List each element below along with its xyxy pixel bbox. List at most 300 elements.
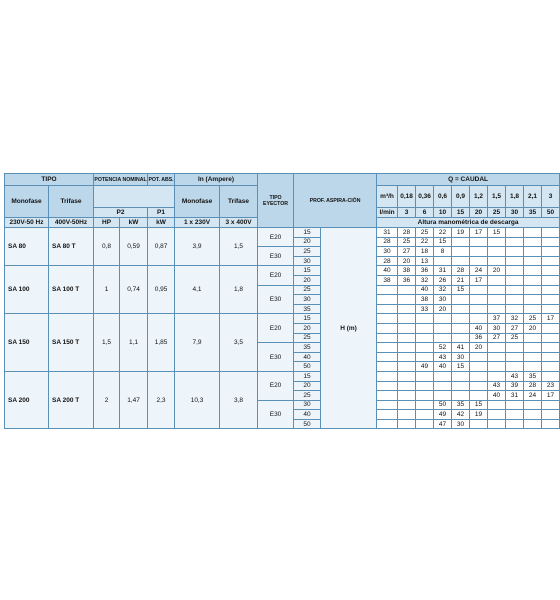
head-value xyxy=(524,237,542,247)
head-value: 30 xyxy=(434,295,452,305)
head-value xyxy=(398,362,416,372)
prof-aspiracion: 50 xyxy=(294,419,321,429)
kw-p1-header: kW xyxy=(148,218,175,228)
head-value xyxy=(377,391,398,401)
head-value: 19 xyxy=(452,228,470,238)
flow-lmin-cell: 10 xyxy=(434,208,452,218)
in-ampere-header: In (Ampere) xyxy=(175,174,258,186)
head-value: 15 xyxy=(470,400,488,410)
prof-aspiracion-header: PROF. ASPIRA-CIÓN xyxy=(294,174,377,228)
ejector-type: E20 xyxy=(258,266,294,285)
head-value: 38 xyxy=(398,266,416,276)
head-value xyxy=(506,400,524,410)
head-value xyxy=(506,419,524,429)
ejector-type: E20 xyxy=(258,228,294,247)
head-value xyxy=(377,304,398,314)
head-value xyxy=(377,343,398,353)
head-value xyxy=(452,295,470,305)
volt-mono-header: 230V-50 Hz xyxy=(5,218,49,228)
head-value: 30 xyxy=(452,419,470,429)
head-value xyxy=(452,323,470,333)
head-value xyxy=(377,352,398,362)
head-value xyxy=(377,323,398,333)
head-value: 15 xyxy=(434,237,452,247)
model-kw: 0,59 xyxy=(120,228,148,266)
head-value xyxy=(542,352,560,362)
head-value xyxy=(506,295,524,305)
head-value xyxy=(488,295,506,305)
altura-header: Altura manométrica de descarga xyxy=(377,218,560,228)
model-p1: 1,85 xyxy=(148,314,175,372)
model-p1: 2,3 xyxy=(148,371,175,429)
head-value xyxy=(416,333,434,343)
head-value xyxy=(470,304,488,314)
head-value: 43 xyxy=(488,381,506,391)
head-value xyxy=(377,400,398,410)
flow-m3h-cell: 0,9 xyxy=(452,186,470,208)
head-value xyxy=(416,410,434,420)
head-value xyxy=(524,333,542,343)
head-value xyxy=(434,371,452,381)
prof-aspiracion: 35 xyxy=(294,304,321,314)
head-value: 27 xyxy=(506,323,524,333)
head-value xyxy=(398,391,416,401)
head-value: 43 xyxy=(434,352,452,362)
model-amp-tri: 1,8 xyxy=(220,266,258,314)
head-value xyxy=(488,247,506,257)
head-value: 20 xyxy=(398,256,416,266)
head-value: 31 xyxy=(377,228,398,238)
prof-aspiracion: 50 xyxy=(294,362,321,372)
flow-m3h-cell: 1,5 xyxy=(488,186,506,208)
head-value: 28 xyxy=(377,256,398,266)
prof-aspiracion: 25 xyxy=(294,285,321,295)
head-value xyxy=(542,247,560,257)
head-value xyxy=(524,228,542,238)
head-value: 32 xyxy=(416,275,434,285)
head-value xyxy=(488,256,506,266)
head-value xyxy=(506,247,524,257)
head-value xyxy=(524,343,542,353)
head-value: 32 xyxy=(434,285,452,295)
model-amp-mono: 7,9 xyxy=(175,314,220,372)
head-value: 35 xyxy=(452,400,470,410)
prof-aspiracion: 25 xyxy=(294,391,321,401)
head-value: 41 xyxy=(452,343,470,353)
model-trifase: SA 200 T xyxy=(49,371,94,429)
head-value: 30 xyxy=(452,352,470,362)
head-value xyxy=(398,400,416,410)
head-value: 40 xyxy=(434,362,452,372)
head-value xyxy=(542,266,560,276)
head-value xyxy=(470,295,488,305)
head-value xyxy=(506,352,524,362)
head-value xyxy=(434,391,452,401)
head-value: 49 xyxy=(434,410,452,420)
tipo-eyector-header: TIPO EYECTOR xyxy=(258,174,294,228)
flow-m3h-cell: 1,2 xyxy=(470,186,488,208)
head-value xyxy=(506,362,524,372)
head-value xyxy=(542,275,560,285)
head-value: 40 xyxy=(470,323,488,333)
head-value xyxy=(416,391,434,401)
head-value: 25 xyxy=(506,333,524,343)
head-value: 28 xyxy=(452,266,470,276)
head-value: 22 xyxy=(434,228,452,238)
head-value xyxy=(542,237,560,247)
prof-aspiracion: 30 xyxy=(294,295,321,305)
model-hp: 1 xyxy=(94,266,120,314)
head-value xyxy=(470,256,488,266)
head-value xyxy=(506,228,524,238)
head-value xyxy=(377,295,398,305)
head-value xyxy=(398,304,416,314)
head-value: 39 xyxy=(506,381,524,391)
head-value: 30 xyxy=(377,247,398,257)
table-row xyxy=(5,266,560,276)
head-value xyxy=(542,362,560,372)
head-value: 17 xyxy=(470,275,488,285)
head-value xyxy=(506,275,524,285)
prof-aspiracion: 35 xyxy=(294,343,321,353)
head-value xyxy=(488,237,506,247)
head-value: 30 xyxy=(488,323,506,333)
head-value xyxy=(398,323,416,333)
flow-m3h-cell: 0,36 xyxy=(416,186,434,208)
head-value xyxy=(524,400,542,410)
ejector-type: E30 xyxy=(258,343,294,372)
head-value: 38 xyxy=(416,295,434,305)
head-value: 40 xyxy=(416,285,434,295)
head-value: 52 xyxy=(434,343,452,353)
prof-aspiracion: 20 xyxy=(294,381,321,391)
head-value xyxy=(377,362,398,372)
head-value: 20 xyxy=(524,323,542,333)
prof-aspiracion: 20 xyxy=(294,237,321,247)
head-value xyxy=(398,352,416,362)
head-value xyxy=(470,314,488,324)
head-value: 28 xyxy=(524,381,542,391)
p1-header: P1 xyxy=(148,208,175,218)
model-hp: 0,8 xyxy=(94,228,120,266)
head-value: 17 xyxy=(470,228,488,238)
flow-lmin-cell: 25 xyxy=(488,208,506,218)
head-value: 17 xyxy=(542,391,560,401)
head-value xyxy=(488,400,506,410)
head-value xyxy=(452,247,470,257)
head-value xyxy=(524,352,542,362)
p2-header: P2 xyxy=(94,208,148,218)
head-value: 38 xyxy=(377,275,398,285)
head-value xyxy=(377,381,398,391)
head-value xyxy=(488,285,506,295)
unit-lmin: l/min xyxy=(377,208,398,218)
head-value xyxy=(434,381,452,391)
head-value xyxy=(452,381,470,391)
head-value: 35 xyxy=(524,371,542,381)
head-value xyxy=(542,323,560,333)
prof-aspiracion: 20 xyxy=(294,275,321,285)
head-value: 31 xyxy=(506,391,524,401)
model-amp-mono: 4,1 xyxy=(175,266,220,314)
head-value xyxy=(542,400,560,410)
head-value xyxy=(506,304,524,314)
head-value: 17 xyxy=(542,314,560,324)
head-value xyxy=(488,352,506,362)
head-value xyxy=(542,304,560,314)
head-value: 13 xyxy=(416,256,434,266)
head-value: 19 xyxy=(470,410,488,420)
head-value xyxy=(434,256,452,266)
kw-header: kW xyxy=(120,218,148,228)
head-value: 26 xyxy=(434,275,452,285)
head-value xyxy=(377,419,398,429)
model-amp-tri: 3,8 xyxy=(220,371,258,429)
head-value: 8 xyxy=(434,247,452,257)
model-kw: 0,74 xyxy=(120,266,148,314)
head-value xyxy=(488,304,506,314)
head-value xyxy=(542,371,560,381)
hp-header: HP xyxy=(94,218,120,228)
model-kw: 1,47 xyxy=(120,371,148,429)
head-value xyxy=(542,256,560,266)
model-p1: 0,87 xyxy=(148,228,175,266)
head-value xyxy=(488,275,506,285)
head-value: 32 xyxy=(506,314,524,324)
head-value: 27 xyxy=(488,333,506,343)
head-value xyxy=(542,228,560,238)
table-body xyxy=(5,228,560,429)
head-value xyxy=(506,410,524,420)
prof-aspiracion: 30 xyxy=(294,256,321,266)
head-value xyxy=(377,285,398,295)
model-amp-tri: 3,5 xyxy=(220,314,258,372)
ejector-type: E30 xyxy=(258,400,294,429)
head-value: 25 xyxy=(416,228,434,238)
caudal-header: Q = CAUDAL xyxy=(377,174,560,186)
monofase-header: Monofase xyxy=(5,186,49,218)
head-value xyxy=(542,295,560,305)
unit-m3h: m³/h xyxy=(377,186,398,208)
head-value xyxy=(470,362,488,372)
volt-tri-header: 400V-50Hz xyxy=(49,218,94,228)
head-value xyxy=(377,333,398,343)
head-value: 43 xyxy=(506,371,524,381)
head-value xyxy=(398,371,416,381)
in-trifase-header: Trifase xyxy=(220,186,258,218)
potencia-nominal-header: POTENCIA NOMINAL xyxy=(94,174,148,186)
head-value xyxy=(470,285,488,295)
head-value xyxy=(398,285,416,295)
prof-aspiracion: 25 xyxy=(294,333,321,343)
head-value xyxy=(398,295,416,305)
model-monofase: SA 200 xyxy=(5,371,49,429)
head-value xyxy=(470,371,488,381)
head-value xyxy=(416,314,434,324)
head-value xyxy=(470,237,488,247)
prof-aspiracion: 15 xyxy=(294,266,321,276)
head-value xyxy=(398,333,416,343)
table-row xyxy=(5,314,560,324)
head-value xyxy=(452,391,470,401)
head-value: 33 xyxy=(416,304,434,314)
flow-lmin-cell: 15 xyxy=(452,208,470,218)
flow-lmin-cell: 35 xyxy=(524,208,542,218)
head-value xyxy=(524,419,542,429)
head-value xyxy=(488,419,506,429)
head-value xyxy=(377,314,398,324)
model-amp-mono: 10,3 xyxy=(175,371,220,429)
head-value xyxy=(506,237,524,247)
head-value xyxy=(416,323,434,333)
model-hp: 2 xyxy=(94,371,120,429)
head-value xyxy=(506,256,524,266)
model-trifase: SA 150 T xyxy=(49,314,94,372)
head-value xyxy=(434,323,452,333)
ejector-type: E30 xyxy=(258,285,294,314)
head-value xyxy=(452,237,470,247)
trifase-header: Trifase xyxy=(49,186,94,218)
prof-aspiracion: 30 xyxy=(294,400,321,410)
flow-m3h-cell: 2,1 xyxy=(524,186,542,208)
head-value: 21 xyxy=(452,275,470,285)
model-kw: 1,1 xyxy=(120,314,148,372)
head-value xyxy=(542,343,560,353)
head-value xyxy=(524,266,542,276)
model-p1: 0,95 xyxy=(148,266,175,314)
head-value xyxy=(524,295,542,305)
head-value: 31 xyxy=(434,266,452,276)
head-value: 15 xyxy=(452,362,470,372)
prof-aspiracion: 25 xyxy=(294,247,321,257)
head-value xyxy=(524,362,542,372)
head-value xyxy=(416,381,434,391)
model-trifase: SA 80 T xyxy=(49,228,94,266)
model-monofase: SA 150 xyxy=(5,314,49,372)
prof-aspiracion: 40 xyxy=(294,410,321,420)
head-value: 25 xyxy=(398,237,416,247)
head-value xyxy=(470,381,488,391)
head-value xyxy=(524,285,542,295)
head-value xyxy=(452,256,470,266)
flow-lmin-cell: 50 xyxy=(542,208,560,218)
head-value: 36 xyxy=(398,275,416,285)
head-value xyxy=(524,275,542,285)
head-value xyxy=(434,314,452,324)
pot-abs-header: POT. ABS. xyxy=(148,174,175,186)
head-value xyxy=(488,362,506,372)
flow-lmin-cell: 20 xyxy=(470,208,488,218)
flow-m3h-cell: 1,8 xyxy=(506,186,524,208)
flow-m3h-cell: 3 xyxy=(542,186,560,208)
amp-tri-header: 3 x 400V xyxy=(220,218,258,228)
head-value xyxy=(398,410,416,420)
prof-aspiracion: 15 xyxy=(294,371,321,381)
head-value xyxy=(506,285,524,295)
flow-lmin-cell: 30 xyxy=(506,208,524,218)
head-value: 20 xyxy=(434,304,452,314)
head-value xyxy=(506,343,524,353)
head-value xyxy=(398,381,416,391)
head-value xyxy=(506,266,524,276)
ejector-type: E20 xyxy=(258,314,294,343)
head-value xyxy=(377,410,398,420)
head-value: 28 xyxy=(377,237,398,247)
amp-mono-header: 1 x 230V xyxy=(175,218,220,228)
head-value: 20 xyxy=(470,343,488,353)
head-value xyxy=(452,304,470,314)
prof-aspiracion: 40 xyxy=(294,352,321,362)
head-value xyxy=(377,371,398,381)
head-value xyxy=(416,371,434,381)
head-value: 15 xyxy=(452,285,470,295)
prof-aspiracion: 15 xyxy=(294,228,321,238)
h-label: H (m) xyxy=(321,228,377,429)
flow-lmin-cell: 6 xyxy=(416,208,434,218)
head-value: 36 xyxy=(470,333,488,343)
head-value xyxy=(488,371,506,381)
head-value xyxy=(398,419,416,429)
flow-m3h-cell: 0,6 xyxy=(434,186,452,208)
model-monofase: SA 100 xyxy=(5,266,49,314)
model-amp-mono: 3,9 xyxy=(175,228,220,266)
head-value: 42 xyxy=(452,410,470,420)
head-value xyxy=(542,333,560,343)
head-value: 36 xyxy=(416,266,434,276)
head-value: 23 xyxy=(542,381,560,391)
prof-aspiracion: 20 xyxy=(294,323,321,333)
head-value xyxy=(542,419,560,429)
head-value xyxy=(524,247,542,257)
model-hp: 1,5 xyxy=(94,314,120,372)
head-value: 20 xyxy=(488,266,506,276)
tipo-header: TIPO xyxy=(5,174,94,186)
head-value xyxy=(452,333,470,343)
head-value xyxy=(488,343,506,353)
head-value xyxy=(470,247,488,257)
head-value xyxy=(524,256,542,266)
prof-aspiracion: 15 xyxy=(294,314,321,324)
ejector-type: E20 xyxy=(258,371,294,400)
head-value: 47 xyxy=(434,419,452,429)
head-value: 25 xyxy=(524,314,542,324)
head-value xyxy=(416,343,434,353)
head-value xyxy=(434,333,452,343)
table-row xyxy=(5,228,560,238)
head-value: 37 xyxy=(488,314,506,324)
head-value xyxy=(452,314,470,324)
in-monofase-header: Monofase xyxy=(175,186,220,218)
head-value: 22 xyxy=(416,237,434,247)
head-value: 24 xyxy=(524,391,542,401)
head-value: 27 xyxy=(398,247,416,257)
head-value: 24 xyxy=(470,266,488,276)
head-value xyxy=(524,410,542,420)
head-value xyxy=(542,410,560,420)
head-value: 15 xyxy=(488,228,506,238)
head-value xyxy=(470,352,488,362)
table-row xyxy=(5,371,560,381)
head-value: 28 xyxy=(398,228,416,238)
flow-m3h-cell: 0,18 xyxy=(398,186,416,208)
head-value: 50 xyxy=(434,400,452,410)
flow-lmin-cell: 3 xyxy=(398,208,416,218)
head-value: 49 xyxy=(416,362,434,372)
head-value xyxy=(470,419,488,429)
head-value: 40 xyxy=(488,391,506,401)
head-value xyxy=(488,410,506,420)
head-value: 40 xyxy=(377,266,398,276)
